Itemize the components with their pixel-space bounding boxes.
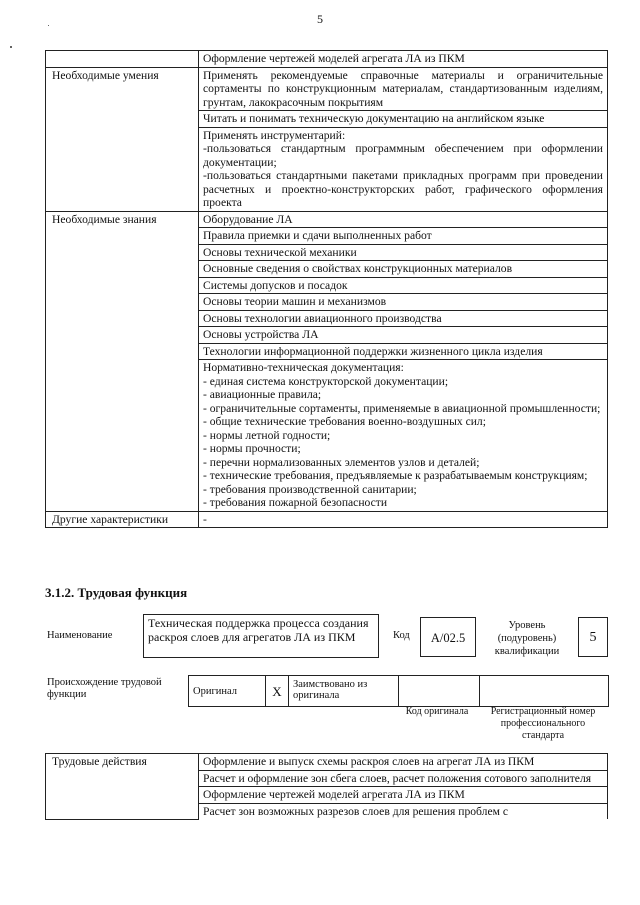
reg-number-caption: Регистрационный номер профессионального стандарта [490,706,596,741]
table-cell: Основные сведения о свойствах конструкционных материалов [199,261,608,278]
table-row [46,51,608,68]
origin-table [188,675,609,707]
table-cell: Оборудование ЛА [199,211,608,228]
cell-line: -пользоваться стандартными пакетами прикладных программ при проведении расчетных и проектно-конструкторских работ, графического оформления проекта [203,169,603,209]
table-cell [199,360,608,512]
code-label: Код [393,630,410,641]
cell-line: - единая система конструкторской документации; [203,374,449,388]
cell-line: - ограничительные сортаменты, применяемые в авиационной промышленности; [203,401,601,415]
table-row [46,67,608,111]
table-cell: Технологии информационной поддержки жизненного цикла изделия [199,343,608,360]
table-row [46,754,608,771]
cell-line: - перечни нормализованных элементов узлов и деталей; [203,455,480,469]
cell-line: Применять инструментарий: [203,128,346,142]
table-cell: Расчет зон возможных разрезов слоев для решения проблем с [199,803,608,819]
original-code-cell [399,676,480,707]
cell-line: - технические требования, предъявляемые к разрабатываемым конструкциям; [203,469,588,482]
name-value: Техническая поддержка процесса создания раскроя слоев для агрегатов ЛА из ПКМ [143,614,379,658]
table-cell: Оформление и выпуск схемы раскроя слоев на агрегат ЛА из ПКМ [199,754,608,771]
row-label-actions: Трудовые действия [46,754,199,820]
code-value: A/02.5 [420,617,476,657]
original-code-caption: Код оригинала [405,706,469,717]
table-cell: Основы технологии авиационного производства [199,310,608,327]
row-label-knowledge: Необходимые знания [46,211,199,511]
table-cell [199,127,608,211]
page-number: 5 [317,12,323,26]
scan-speck [48,25,49,26]
skills-knowledge-table [45,50,608,528]
cell-line: - нормы прочности; [203,442,301,455]
cell-line: - авиационные правила; [203,388,322,401]
level-value: 5 [578,617,608,657]
table-cell: Правила приемки и сдачи выполненных работ [199,228,608,245]
table-cell: Расчет и оформление зон сбега слоев, расчет положения сотового заполнителя [199,770,608,787]
cell-line: - требования производственной санитарии; [203,482,417,496]
row-label-skills: Необходимые умения [46,67,199,211]
scan-speck [10,46,12,48]
labor-actions-table [45,753,608,820]
borrowed-label: Заимствовано из оригинала [289,676,399,707]
row-label-other: Другие характеристики [46,511,199,528]
cell-line: - общие технические требования военно-воздушных сил; [203,415,486,428]
table-row [46,211,608,228]
table-cell: Оформление чертежей моделей агрегата ЛА из ПКМ [199,51,608,68]
original-label: Оригинал [189,676,266,707]
table-cell: Системы допусков и посадок [199,277,608,294]
cell-line: -пользоваться стандартным программным обеспечением при оформлении документации; [203,142,603,169]
table-cell: Основы технической механики [199,244,608,261]
cell-line: Нормативно-техническая документация: [203,361,404,374]
section-title: 3.1.2. Трудовая функция [45,585,188,600]
original-mark: X [266,676,289,707]
cell-line: - нормы летной годности; [203,428,331,442]
origin-label: Происхождение трудовой функции [47,677,162,700]
table-row [189,676,609,707]
table-cell: - [199,511,608,528]
reg-number-cell [480,676,609,707]
table-row [46,511,608,528]
name-label: Наименование [47,630,113,641]
table-cell: Оформление чертежей моделей агрегата ЛА из ПКМ [199,787,608,804]
table-cell: Читать и понимать техническую документацию на английском языке [199,111,608,128]
table-cell: Основы устройства ЛА [199,327,608,344]
cell-line: - требования пожарной безопасности [203,496,388,509]
table-cell: Основы теории машин и механизмов [199,294,608,311]
level-label: Уровень (подуровень) квалификации [494,620,560,657]
table-cell: Применять рекомендуемые справочные материалы и ограничительные сортаменты по конструкционным материалам, стандартизованным изделиям, грунтам, лакокрасочным покрытиям [199,67,608,111]
